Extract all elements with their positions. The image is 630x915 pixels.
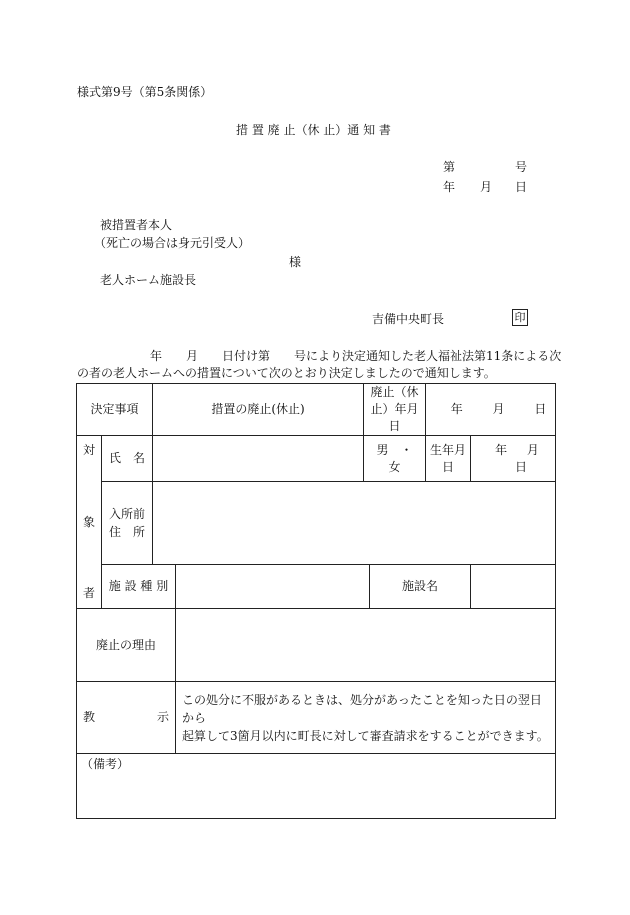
shimei-label: 氏 名 [102, 436, 153, 482]
issuer-name: 吉備中央町長 [372, 312, 445, 326]
shisetsu-shubetsu-field[interactable] [176, 565, 370, 609]
haishi-date-label: 廃止（休止）年月日 [364, 384, 426, 436]
kyoji-label [77, 682, 176, 754]
haishi-year: 年 [450, 402, 463, 416]
bikou-field[interactable] [77, 754, 556, 819]
shisetsu-shubetsu-label: 施 設 種 別 [102, 565, 176, 609]
birth-day: 日 [515, 459, 528, 474]
taishosha-label [77, 436, 102, 609]
haishi-month: 月 [492, 402, 505, 416]
doc-number-go: 号 [515, 160, 528, 174]
birth-month: 月 [526, 442, 539, 457]
address-label [102, 482, 153, 565]
seinengappi-label: 生年月日 [426, 436, 471, 482]
recipient-line2: （死亡の場合は身元引受人） [94, 236, 251, 250]
haishi-riyu-label: 廃止の理由 [77, 609, 176, 682]
seal-box [512, 309, 528, 326]
taishosha-char-3: 者 [82, 586, 95, 600]
recipient-line3: 老人ホーム施設長 [100, 273, 197, 287]
nyusho-mae-label: 入所前 [109, 507, 146, 522]
address-field[interactable] [153, 482, 556, 565]
shisetsu-mei-field[interactable] [471, 565, 556, 609]
taishosha-char-2: 象 [82, 514, 95, 529]
birth-year: 年 [495, 442, 508, 457]
recipient-line1: 被措置者本人 [100, 218, 173, 232]
seal-mark: 印 [512, 309, 528, 326]
doc-date-month: 月 [480, 180, 493, 194]
doc-date-year: 年 [443, 180, 456, 194]
sochi-haishi-label: 措置の廃止(休止) [153, 384, 364, 436]
bikou-label: （備考） [81, 757, 130, 771]
kyoji-char-2: 示 [157, 710, 170, 724]
doc-date-day: 日 [515, 180, 528, 194]
kyoji-text-line2: 起算して3箇月以内に町長に対して審査請求をすることができます。 [182, 728, 549, 743]
body-line1: 年 月 日付け第 号により決定通知した老人福祉法第11条による次 [150, 349, 562, 363]
document-title: 措 置 廃 止（休 止）通 知 書 [236, 123, 391, 137]
shimei-field[interactable] [153, 436, 364, 482]
notice-table [76, 383, 556, 819]
recipient-sama: 様 [289, 255, 302, 269]
doc-number-dai: 第 [443, 160, 456, 174]
haishi-date-cell[interactable] [426, 384, 556, 436]
haishi-day: 日 [534, 402, 547, 416]
kyoji-text-line1: この処分に不服があるときは、処分があったことを知った日の翌日から [182, 692, 542, 725]
kettei-jikou-label: 決定事項 [77, 384, 153, 436]
form-number: 様式第9号（第5条関係） [77, 85, 213, 99]
kyoji-char-1: 教 [83, 710, 96, 724]
kyoji-text [176, 682, 556, 754]
jusho-label: 住 所 [109, 525, 146, 540]
haishi-riyu-field[interactable] [176, 609, 556, 682]
seibetsu-field[interactable]: 男 ・ 女 [364, 436, 426, 482]
taishosha-char-1: 対 [82, 443, 95, 457]
shisetsu-mei-label: 施設名 [370, 565, 471, 609]
seinengappi-cell[interactable] [471, 436, 556, 482]
body-line2: の者の老人ホームへの措置について次のとおり決定しましたので通知します。 [77, 366, 496, 380]
